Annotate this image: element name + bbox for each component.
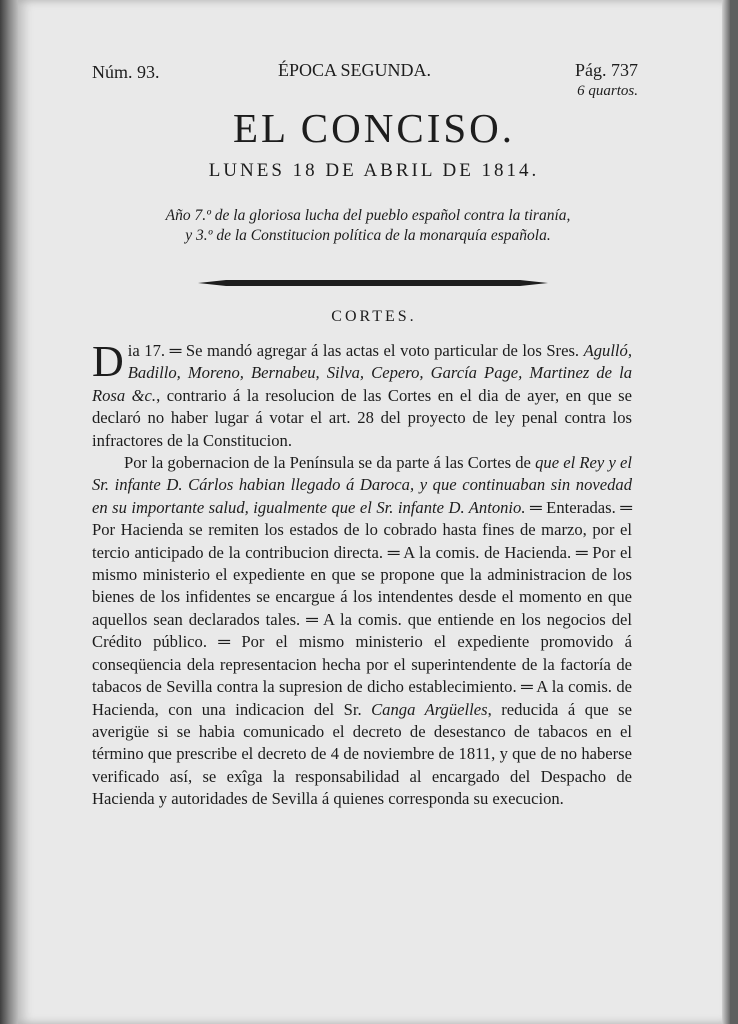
article-body [92, 337, 632, 811]
price-label: 6 quartos. [577, 83, 638, 99]
paragraph-1-text-b: , contrario á la resolucion de las Cortes en el dia de ayer, en que se declaró no haber lugar á votar el art. 28 del proyecto de ley penal contra los infractores de la Constitucion. [92, 385, 632, 450]
dedication [88, 206, 648, 246]
deputy-name: Canga Argüelles [371, 699, 488, 719]
dedication-line-1: Año 7.º de la gloriosa lucha del pueblo español contra la tiranía, [165, 207, 571, 224]
paragraph-2-text-b: ═ Enteradas. ═ Por Hacienda se remiten los estados de lo cobrado hasta fines de marzo, por el tercio anticipado de la contribucion directa. ═ A la comis. de Hacienda. ═ Por el mismo ministerio el expediente en que se propone que la administracion de los bienes de los infidentes se encargue á los intendentes desde el momento en que aquellos sean declarados tales. ═ A la comis. que entiende en los negocios del Crédito público. ═ Por el mismo ministerio el expediente promovido á conseqüencia dela representacion hecha por el superintendente de la factoría de tabacos de Sevilla contra la supresion de dicho establecimiento. ═ A la comis. de Hacienda, con una indicacion del Sr. [92, 497, 632, 719]
deputy-names: Agulló, Badillo, Moreno, Bernabeu, Silva, Cepero, García Page, Martinez de la Rosa &c. [92, 341, 632, 405]
header-row [92, 58, 638, 99]
royal-news-quote: que el Rey y el Sr. infante D. Cárlos habian llegado á Daroca, y que continuaban sin novedad en su importante salud, igualmente que el Sr. infante D. Antonio. [92, 453, 632, 517]
paragraph-2-text-a: Por la gobernacion de la Península se da parte á las Cortes de [124, 453, 536, 473]
ornamental-rule [198, 280, 548, 286]
drop-cap: D [92, 337, 124, 386]
issue-date: LUNES 18 DE ABRIL DE 1814. [208, 160, 540, 181]
book-gutter [0, 0, 18, 1024]
section-title: CORTES. [331, 308, 417, 325]
dedication-line-2: y 3.º de la Constitucion política de la monarquía española. [185, 227, 551, 244]
page-edge [722, 0, 730, 1024]
newspaper-page [18, 0, 730, 1024]
epoch-label: ÉPOCA SEGUNDA. [278, 60, 432, 80]
paragraph-1 [92, 337, 632, 452]
paragraph-2 [92, 452, 632, 811]
page-number: Pág. 737 [575, 60, 638, 80]
paragraph-2-text-c: , reducida á que se averigüe si se habia comunicado el decreto de desestanco de tabacos en el término que prescribe el decreto de 4 de noviembre de 1811, y que de no haberse verificado así, se exîga la responsabilidad al encargado del Despacho de Hacienda y autoridades de Sevilla á quienes corresponda su execucion. [92, 699, 632, 809]
page-info [575, 60, 638, 100]
paragraph-1-text-a: ia 17. ═ Se mandó agregar á las actas el voto particular de los Sres. [127, 341, 584, 360]
masthead-title: EL CONCISO. [232, 105, 516, 151]
issue-number: Núm. 93. [92, 62, 160, 82]
